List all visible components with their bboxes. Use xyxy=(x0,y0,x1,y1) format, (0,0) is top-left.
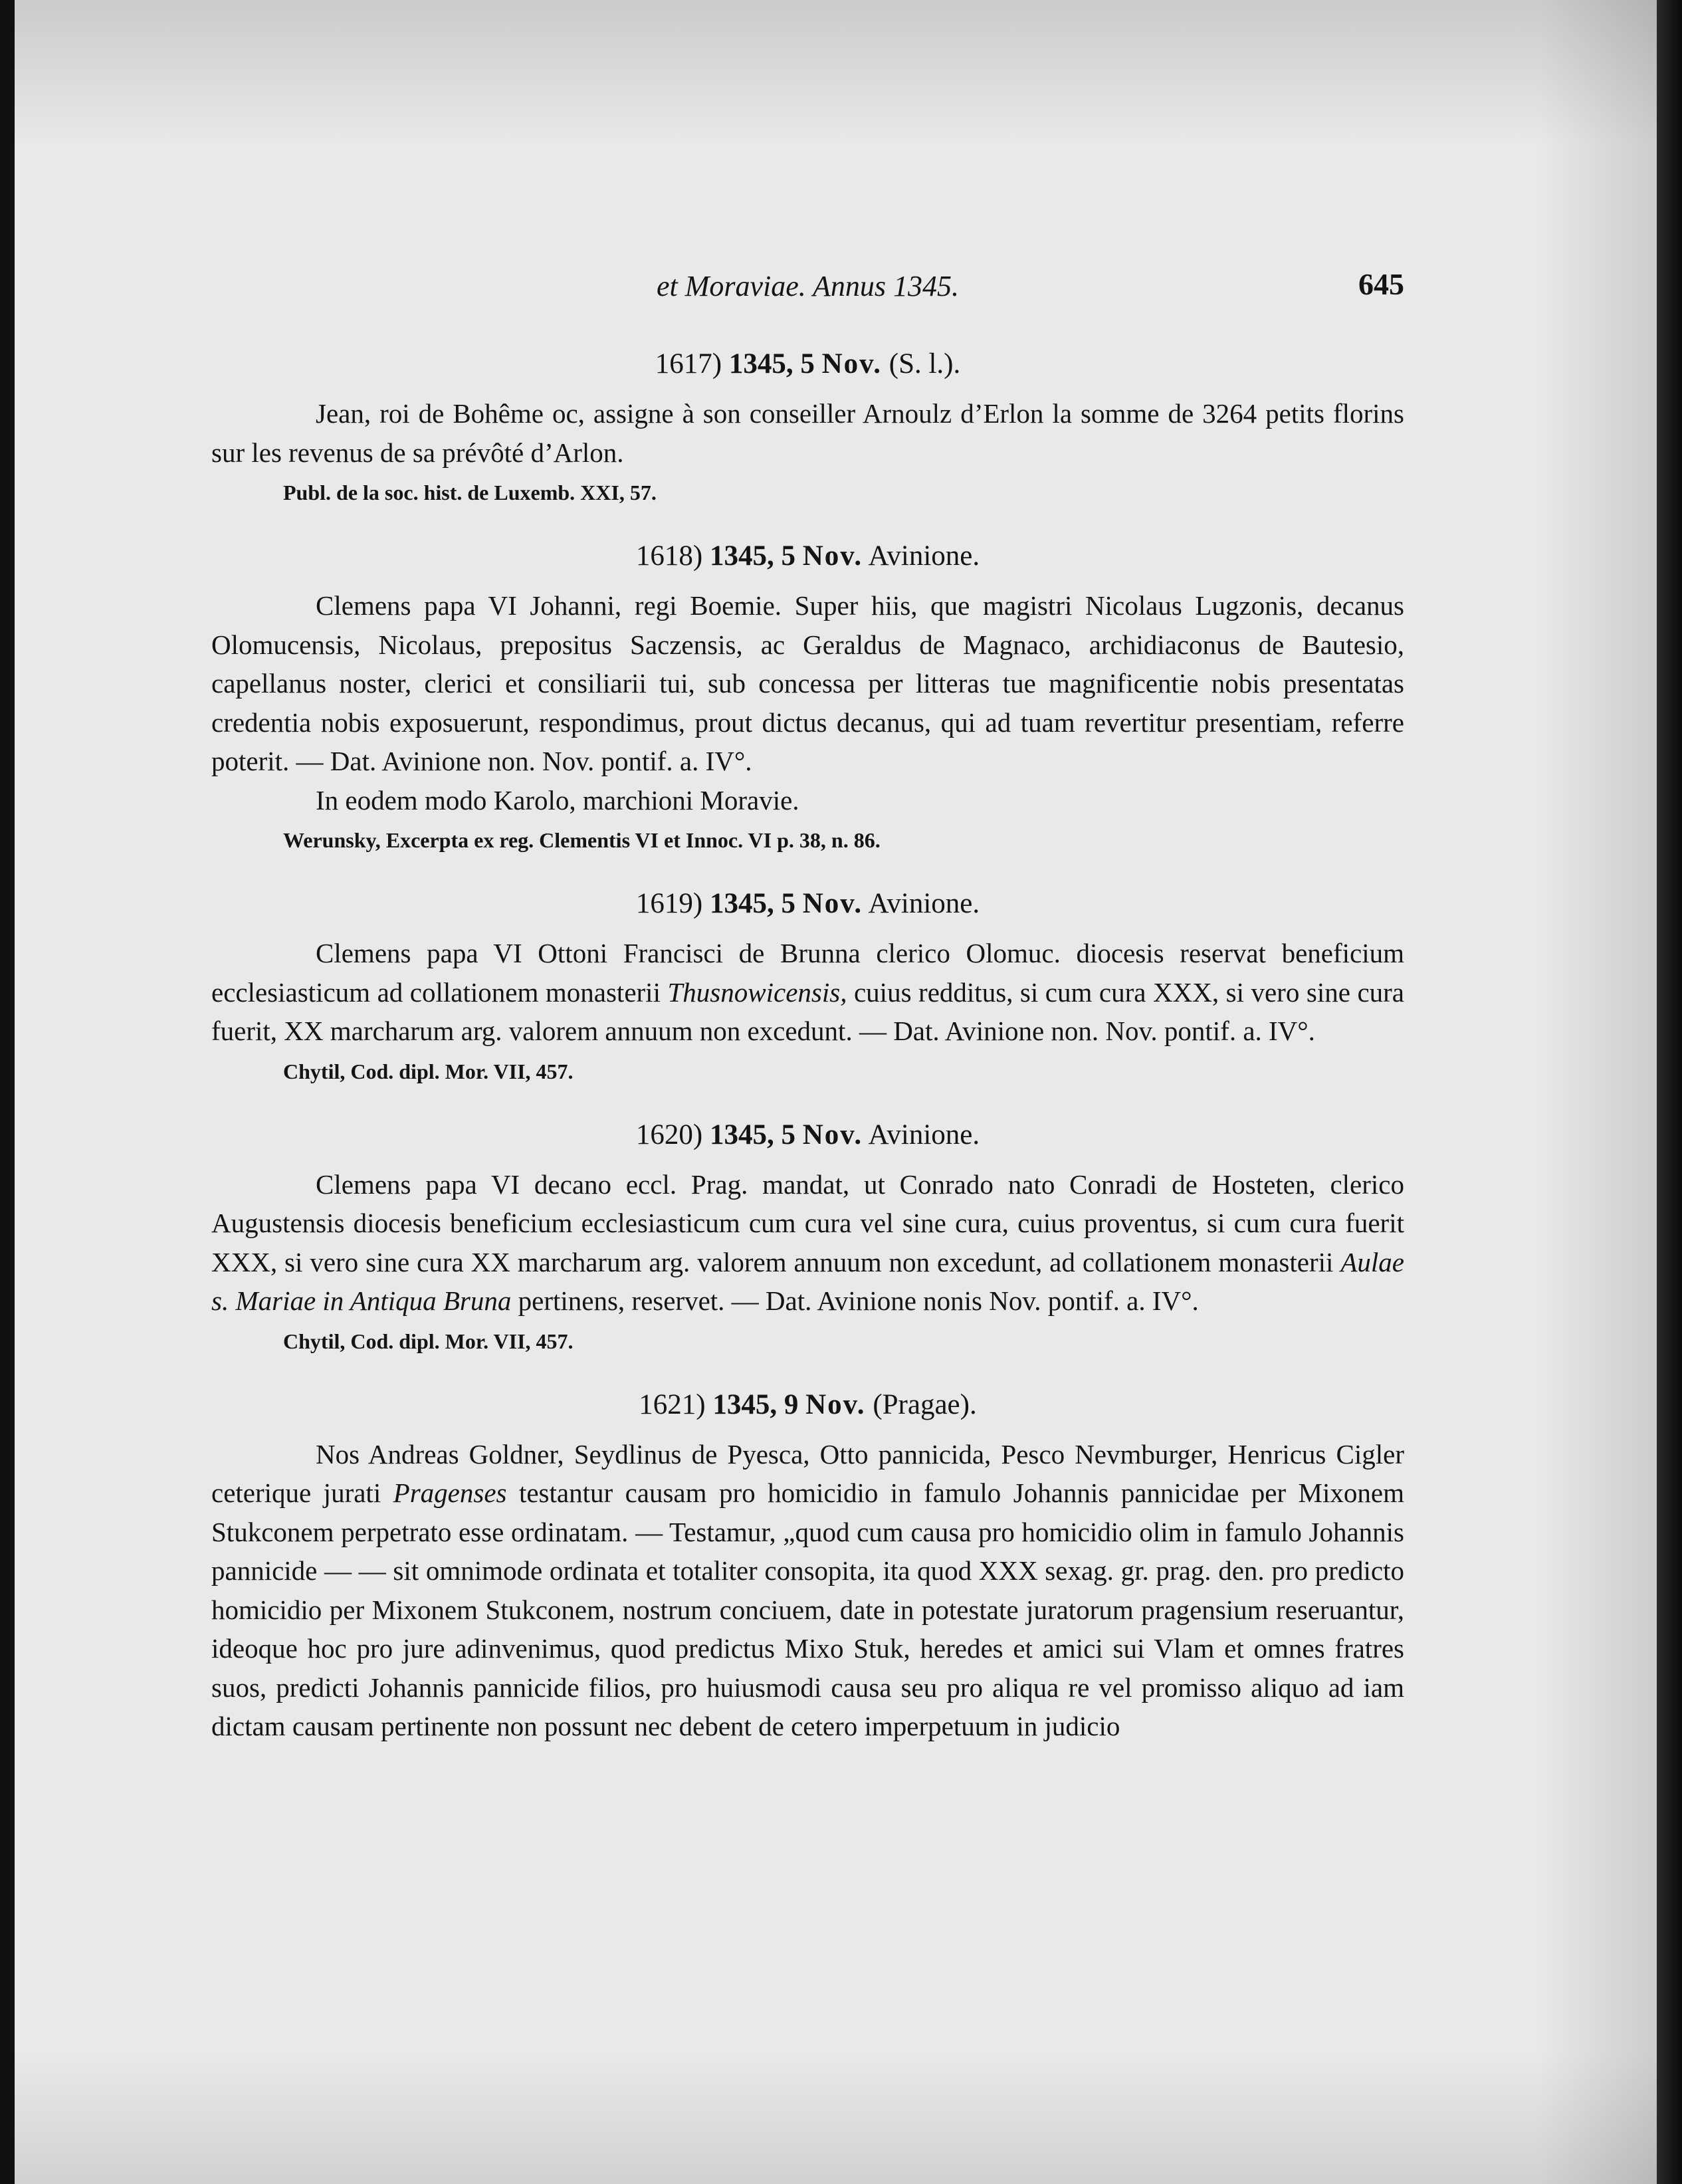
entry-month: Nov. xyxy=(805,1388,866,1420)
entry-text-segment: Clemens papa VI decano eccl. Prag. mandat, ut Conrado nato Conradi de Hosteten, clerico Augustensis diocesis beneficium ecclesiasticum cum cura vel sine cura, cuius proventus, si cum cura fuerit XXX, si vero sine cura XX marcharum arg. valorem annuum non excedunt, ad collationem monasterii xyxy=(211,1168,1404,1277)
scan-shadow-bottom xyxy=(15,2051,1657,2184)
entry-date: 1345, 5 xyxy=(709,1119,795,1150)
document-entry xyxy=(211,882,1404,1088)
entry-text-segment: Jean, roi de Bohême oc, assigne à son conseiller Arnoulz d’Erlon la somme de 3264 petits florins sur les revenus de sa prévôté d’Arlon. xyxy=(211,398,1404,468)
entry-text xyxy=(211,1165,1404,1321)
entry-source: Werunsky, Excerpta ex reg. Clementis VI et Innoc. VI p. 38, n. 86. xyxy=(283,828,881,852)
entry-month: Nov. xyxy=(802,1119,863,1150)
entry-month: Nov. xyxy=(821,348,882,380)
document-entry xyxy=(211,1383,1404,1746)
entry-text xyxy=(211,394,1404,472)
running-title: et Moraviae. Annus 1345. xyxy=(656,270,960,302)
entry-month: Nov. xyxy=(802,540,863,572)
entry-number: 1620) xyxy=(635,1119,703,1150)
entry-number: 1618) xyxy=(635,540,703,572)
entry-text-segment: Nos Andreas Goldner, Seydlinus de Pyesca, Otto pannicida, Pesco Nevmburger, Henricus Cigler ceterique jurati xyxy=(211,1438,1404,1508)
scan-shadow-top xyxy=(15,0,1657,146)
entry-place: (Pragae). xyxy=(873,1388,977,1420)
running-head xyxy=(211,263,1404,312)
document-page xyxy=(211,263,1404,1771)
entry-place: Avinione. xyxy=(868,888,980,919)
entry-place: Avinione. xyxy=(868,1119,980,1150)
entry-source: Chytil, Cod. dipl. Mor. VII, 457. xyxy=(283,1059,574,1083)
entry-place: Avinione. xyxy=(868,540,980,572)
entry-text xyxy=(211,586,1404,781)
entry-source: Chytil, Cod. dipl. Mor. VII, 457. xyxy=(283,1329,574,1353)
document-entry xyxy=(211,1113,1404,1358)
entry-text-segment: cuius redditus, si cum cura XXX, si vero sine cura fuerit, XX marcharum arg. valorem annuum non excedunt. — Dat. Avinione non. Nov. pontif. a. IV°. xyxy=(211,976,1404,1046)
entry-heading xyxy=(211,342,1404,386)
scan-edge-right xyxy=(1657,0,1682,2184)
entry-number: 1617) xyxy=(655,348,722,380)
entries-list xyxy=(211,342,1404,1746)
entry-month: Nov. xyxy=(802,888,863,919)
entry-text-italic: Aulae s. Mariae in Antiqua Bruna xyxy=(211,1246,1404,1316)
entry-text xyxy=(211,1435,1404,1746)
entry-text-italic: Pragenses xyxy=(393,1477,507,1508)
scan-edge-left xyxy=(0,0,15,2184)
entry-date: 1345, 9 xyxy=(712,1388,799,1420)
entry-place: (S. l.). xyxy=(889,348,961,380)
entry-source: Publ. de la soc. hist. de Luxemb. XXI, 57. xyxy=(283,481,657,504)
scan-shadow-right xyxy=(1537,0,1657,2184)
entry-date: 1345, 5 xyxy=(728,348,815,380)
document-entry xyxy=(211,342,1404,509)
entry-text-italic: Thusnowicensis, xyxy=(667,976,847,1008)
entry-text-segment: testantur causam pro homicidio in famulo Johannis pannicidae per Mixonem Stukconem perpetrato esse ordinatam. — Testamur, „quod cum causa pro homicidio olim in famulo Johannis pannicide — — sit omnimode ordinata et totaliter consopita, ita quod XXX sexag. gr. prag. den. pro predicto homicidio per Mixonem Stukconem, nostrum conciuem, date in potestate juratorum pragensium reseruantur, ideoque hoc pro jure adinvenimus, quod predictus Mixo Stuk, heredes et amici sui Vlam et omnes fratres suos, predicti Johannis pannicide filios, pro huiusmodi causa seu pro aliqua re vel promisso aliquo ad iam dictam causam pertinente non possunt nec debent de cetero imperpetuum in judicio xyxy=(211,1477,1404,1741)
entry-heading xyxy=(211,1383,1404,1427)
entry-number: 1619) xyxy=(635,888,703,919)
entry-heading xyxy=(211,1113,1404,1157)
entry-text-segment: Clemens papa VI Ottoni Francisci de Brunna clerico Olomuc. diocesis reservat beneficium ecclesiasticum ad collationem monasterii xyxy=(211,938,1404,1008)
entry-date: 1345, 5 xyxy=(709,888,795,919)
entry-text xyxy=(211,934,1404,1051)
entry-extra-line: In eodem modo Karolo, marchioni Moravie. xyxy=(316,784,799,816)
page-number: 645 xyxy=(1358,267,1404,301)
entry-number: 1621) xyxy=(639,1388,706,1420)
entry-date: 1345, 5 xyxy=(709,540,795,572)
entry-heading xyxy=(211,882,1404,926)
entry-heading xyxy=(211,534,1404,578)
entry-text-segment: Clemens papa VI Johanni, regi Boemie. Super hiis, que magistri Nicolaus Lugzonis, decanus Olomucensis, Nicolaus, prepositus Saczensis, ac Geraldus de Magnaco, archidiaconus de Bautesio, capellanus noster, clerici et consiliarii tui, sub concessa per litteras tue magnificentie nobis presentatas credentia nobis exposuerunt, respondimus, prout dictus decanus, qui ad tuam revertitur presentiam, referre poterit. — Dat. Avinione non. Nov. pontif. a. IV°. xyxy=(211,590,1404,776)
document-entry xyxy=(211,534,1404,857)
entry-text-segment: pertinens, reservet. — Dat. Avinione nonis Nov. pontif. a. IV°. xyxy=(511,1285,1199,1316)
